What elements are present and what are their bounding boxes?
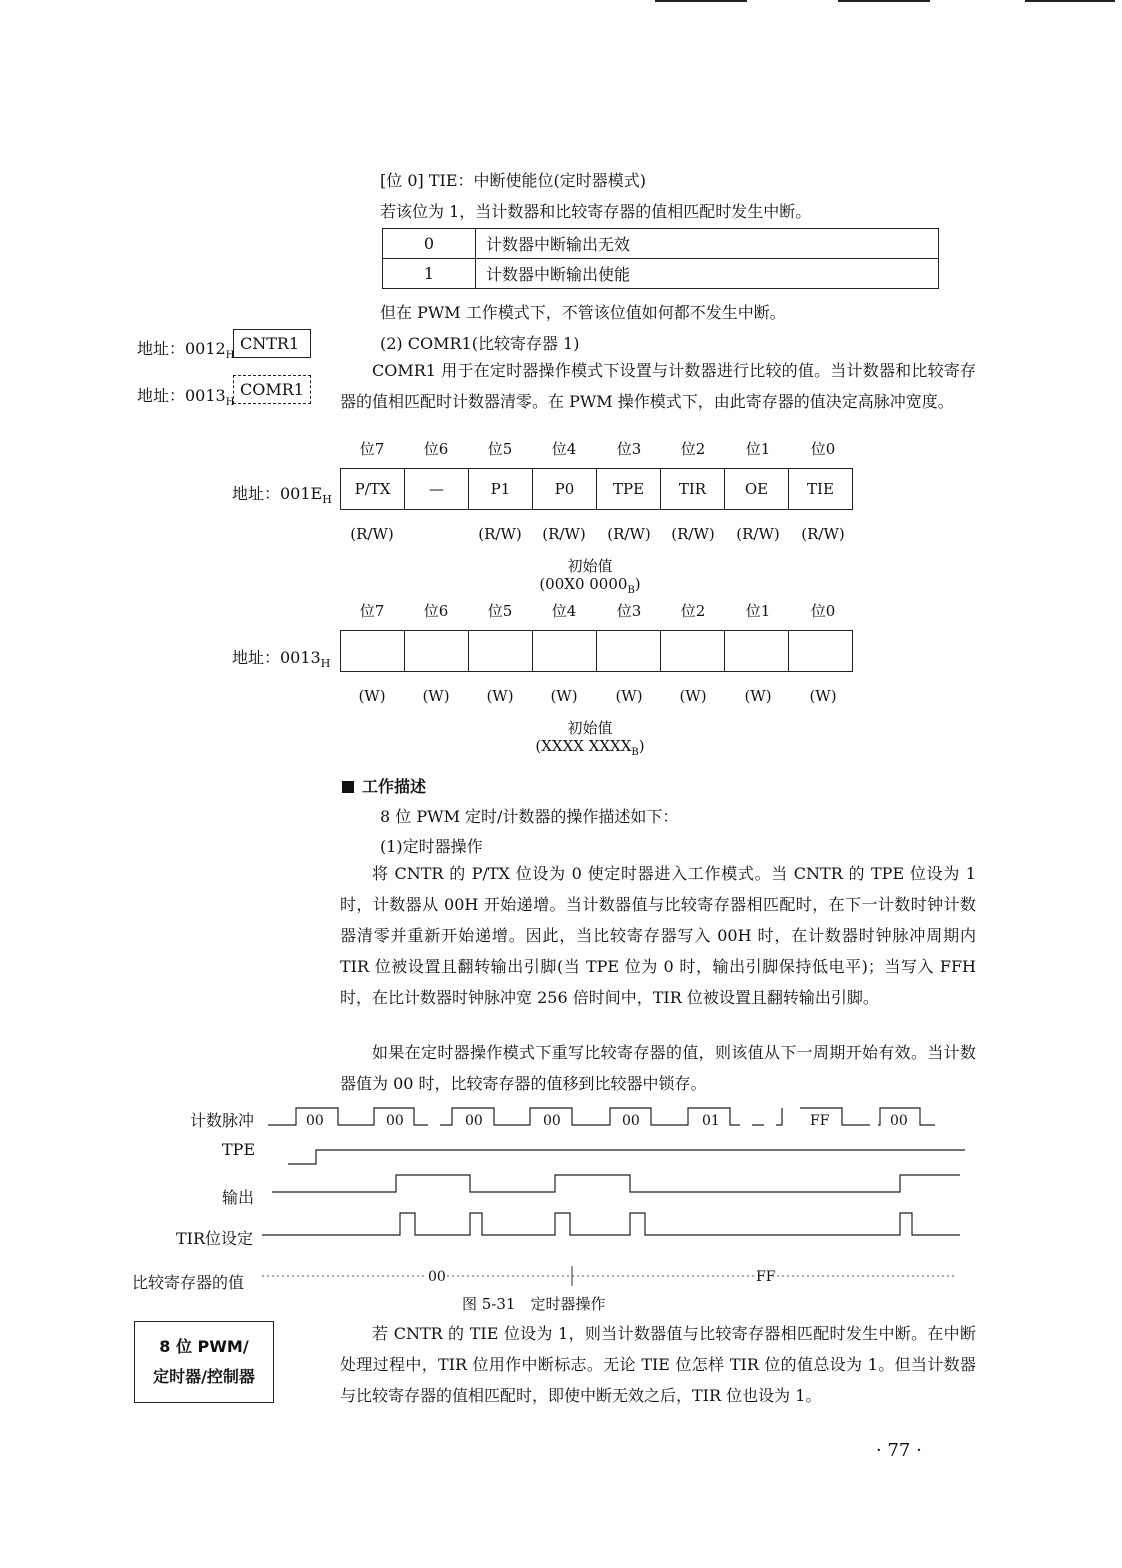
rw-label: (R/W) (801, 525, 845, 543)
pulse-value: 00 (622, 1113, 640, 1129)
rw-label: (R/W) (736, 525, 780, 543)
bit-label: 位0 (810, 440, 836, 458)
bit-cell: TIE (789, 469, 853, 510)
final-paragraph: 若 CNTR 的 TIE 位设为 1，则当计数器值与比较寄存器相匹配时发生中断。在中断处理过程中，TIR 位用作中断标志。无论 TIE 位怎样 TIR 位的值总设为 1。但当计数器与比较寄存器的值相匹配时，即使中断无效之后，TIR 位也设为 1。 (340, 1324, 976, 1405)
timing-row-label: 比较寄存器的值 (132, 1273, 245, 1292)
bit-label: 位7 (359, 602, 385, 620)
work-paragraph-1: 将 CNTR 的 P/TX 位设为 0 使定时器进入工作模式。当 CNTR 的 TPE 位设为 1 时，计数器从 00H 开始递增。当计数器值与比较寄存器相匹配时，在下一计数时钟计数器清零并重新开始递增。因此，当比较寄存器写入 00H 时，在计数器时钟脉冲周期内 TIR 位被设置且翻转输出引脚(当 TPE 位为 0 时，输出引脚保持低电平)；当写入 FFH 时，在比计数器时钟脉冲宽 256 倍时间中，TIR 位被设置且翻转输出引脚。 (340, 864, 976, 1007)
tie-value: 0 (383, 229, 476, 259)
tie-meaning: 计数器中断输出使能 (476, 259, 939, 289)
tir-wave (262, 1213, 960, 1235)
bit-label: 位5 (487, 440, 513, 458)
rw-label: (R/W) (671, 525, 715, 543)
page-number: · 77 · (876, 1440, 922, 1461)
rw-label: (W) (679, 687, 707, 705)
bit-label: 位3 (616, 440, 642, 458)
tie-meaning: 计数器中断输出无效 (476, 229, 939, 259)
tie-value: 1 (383, 259, 476, 289)
bit0-title: [位 0] TIE：中断使能位(定时器模式) (380, 171, 646, 190)
rw-label: (W) (422, 687, 450, 705)
timing-row-label: 输出 (222, 1188, 255, 1207)
rw-label: (R/W) (607, 525, 651, 543)
bit-label: 位6 (423, 602, 449, 620)
register-name-comr1: COMR1 (233, 375, 311, 404)
pulse-value: 00 (465, 1113, 483, 1129)
timing-row-label: 计数脉冲 (190, 1111, 255, 1130)
rw-label: (R/W) (542, 525, 586, 543)
pulse-value: 00 (890, 1113, 908, 1129)
bit-cell: — (405, 469, 469, 510)
register-name-cntr1: CNTR1 (233, 329, 311, 358)
bit-label: 位2 (680, 440, 706, 458)
bit-label: 位4 (551, 440, 577, 458)
compare-values (428, 1269, 776, 1285)
rw-label: (R/W) (478, 525, 522, 543)
pulse-value: 00 (386, 1113, 404, 1129)
pulse-value: FF (810, 1113, 830, 1129)
comr1-desc: COMR1 用于在定时器操作模式下设置与计数器进行比较的值。当计数器和比较寄存器的值相匹配时计数器清零。在 PWM 操作模式下，由此寄存器的值决定高脉冲宽度。 (340, 361, 976, 411)
tpe-wave (288, 1150, 965, 1164)
work-subheading: (1)定时器操作 (380, 837, 483, 856)
bit0-desc: 若该位为 1，当计数器和比较寄存器的值相匹配时发生中断。 (380, 202, 812, 221)
timing-row-label: TPE (222, 1140, 256, 1159)
comr1-heading: (2) COMR1(比较寄存器 1) (380, 334, 580, 353)
rw-label: (W) (486, 687, 514, 705)
bit-label: 位1 (745, 602, 771, 620)
pulse-value: 00 (306, 1113, 324, 1129)
bit-cell: P1 (469, 469, 533, 510)
bit-cell: TPE (597, 469, 661, 510)
rw-label: (W) (744, 687, 772, 705)
cntr-initial-value: 初始值 (00X0 $0000_B$) (539, 557, 641, 596)
rw-label: (R/W) (350, 525, 394, 543)
bit-label: 位2 (680, 602, 706, 620)
bit-label: 位0 (810, 602, 836, 620)
sidebar-line: 定时器/控制器 (153, 1367, 255, 1386)
pulse-value: 01 (702, 1113, 720, 1129)
rw-label: (W) (809, 687, 837, 705)
bit-cell: P/TX (341, 469, 405, 510)
bit0-note: 但在 PWM 工作模式下，不管该位值如何都不发生中断。 (380, 303, 786, 322)
bit-label: 位6 (423, 440, 449, 458)
register-address: 地址：$0013_H$ (232, 648, 331, 671)
bit-cell: TIR (661, 469, 725, 510)
register-address: 地址：$0012_H$ (137, 339, 235, 362)
bit-label: 位3 (616, 602, 642, 620)
pulse-value: 00 (543, 1113, 561, 1129)
bit-label: 位7 (359, 440, 385, 458)
bit-label: 位5 (487, 602, 513, 620)
comr-initial-value: 初始值 (XXXX $XXXX_B$) (535, 719, 645, 758)
timing-row-label: TIR位设定 (176, 1229, 254, 1248)
output-wave (272, 1175, 960, 1192)
register-address: 地址：$001E_H$ (232, 484, 332, 507)
figure-caption: 图 5-31 定时器操作 (462, 1295, 606, 1313)
rw-label: (W) (358, 687, 386, 705)
bit-cell: P0 (533, 469, 597, 510)
bit-label: 位4 (551, 602, 577, 620)
chapter-sidebar (134, 1321, 274, 1403)
rw-label: (W) (615, 687, 643, 705)
work-intro: 8 位 PWM 定时/计数器的操作描述如下： (380, 807, 679, 826)
section-heading: 工作描述 (342, 774, 426, 797)
pulse-values (306, 1113, 908, 1129)
count-pulse-wave (268, 1108, 935, 1125)
compare-value: FF (756, 1269, 776, 1285)
sidebar-line: 8 位 PWM/ (159, 1337, 249, 1356)
bit-label: 位1 (745, 440, 771, 458)
rw-label: (W) (550, 687, 578, 705)
bit-cell: OE (725, 469, 789, 510)
compare-value: 00 (428, 1269, 446, 1285)
work-paragraph-2: 如果在定时器操作模式下重写比较寄存器的值，则该值从下一周期开始有效。当计数器值为 00 时，比较寄存器的值移到比较器中锁存。 (340, 1043, 976, 1093)
register-address: 地址：$0013_H$ (137, 386, 235, 409)
